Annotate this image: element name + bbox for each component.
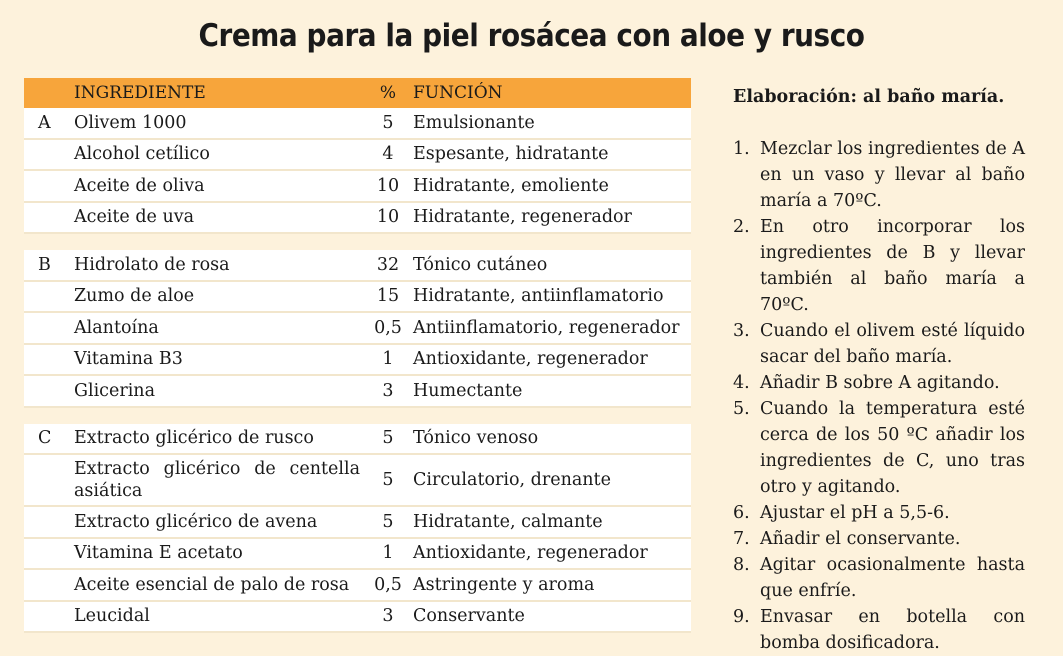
percent-cell: 1 [382, 543, 394, 564]
elaboration-panel [733, 84, 1025, 656]
ingredient-cell: Alcohol cetílico [74, 144, 210, 165]
step-text: Agitar ocasionalmente hasta que enfríe. [760, 555, 1025, 601]
step-item [733, 214, 1025, 318]
group-spacer [24, 234, 691, 250]
percent-cell: 5 [382, 428, 394, 449]
table-row [24, 171, 691, 203]
table-row [24, 313, 691, 345]
table-row [24, 570, 691, 602]
table-row [24, 250, 691, 282]
function-cell: Conservante [413, 606, 525, 627]
table-row [24, 203, 691, 235]
table-row [24, 345, 691, 377]
step-number: 7. [733, 529, 750, 549]
percent-cell: 0,5 [374, 317, 402, 338]
ingredient-cell: Extracto glicérico de centella asiática [74, 459, 360, 501]
step-item [733, 370, 1025, 396]
header-function: FUNCIÓN [413, 83, 503, 103]
step-number: 2. [733, 217, 750, 237]
header-percent: % [379, 83, 397, 103]
ingredient-cell: Aceite de uva [74, 207, 195, 228]
percent-cell: 3 [382, 606, 394, 627]
step-text: Mezclar los ingredientes de A en un vaso y llevar al baño maría a 70ºC. [760, 139, 1025, 211]
function-cell: Hidratante, emoliente [413, 175, 609, 196]
ingredient-cell: Vitamina B3 [74, 349, 183, 370]
step-item [733, 526, 1025, 552]
step-item [733, 396, 1025, 500]
function-cell: Astringente y aroma [413, 574, 595, 595]
function-cell: Circulatorio, drenante [413, 470, 611, 490]
percent-cell: 1 [382, 349, 394, 370]
step-number: 3. [733, 321, 750, 341]
step-text: Cuando el olivem esté líquido sacar del baño maría. [760, 321, 1025, 367]
percent-cell: 3 [382, 380, 394, 401]
percent-cell: 5 [382, 470, 394, 490]
group-spacer [24, 408, 691, 424]
table-header [24, 78, 691, 108]
function-cell: Emulsionante [413, 112, 535, 133]
function-cell: Antioxidante, regenerador [413, 543, 648, 564]
percent-cell: 0,5 [374, 574, 402, 595]
step-text: Ajustar el pH a 5,5-6. [760, 503, 950, 523]
step-text: Añadir B sobre A agitando. [760, 373, 1000, 393]
group-label: A [38, 112, 51, 133]
percent-cell: 5 [382, 511, 394, 532]
function-cell: Humectante [413, 380, 523, 401]
ingredient-cell: Aceite de oliva [74, 175, 205, 196]
ingredient-cell: Zumo de aloe [74, 286, 195, 307]
function-cell: Hidratante, antiinflamatorio [413, 286, 664, 307]
percent-cell: 15 [376, 286, 400, 307]
table-row [24, 140, 691, 172]
ingredient-cell: Glicerina [74, 380, 155, 401]
header-ingredient: INGREDIENTE [74, 83, 206, 103]
percent-cell: 10 [376, 175, 400, 196]
table-row [24, 424, 691, 456]
percent-cell: 5 [382, 112, 394, 133]
ingredient-cell: Alantoína [74, 317, 159, 338]
step-number: 5. [733, 399, 750, 419]
step-item [733, 500, 1025, 526]
table-row [24, 376, 691, 408]
step-number: 6. [733, 503, 750, 523]
percent-cell: 10 [376, 207, 400, 228]
step-text: Envasar en botella con bomba dosificadora. [760, 607, 1025, 653]
ingredient-cell: Vitamina E acetato [74, 543, 243, 564]
step-item [733, 604, 1025, 656]
step-number: 4. [733, 373, 750, 393]
step-text: En otro incorporar los ingredientes de B y llevar también al baño maría a 70ºC. [760, 217, 1025, 315]
function-cell: Tónico cutáneo [413, 254, 548, 275]
ingredient-cell: Leucidal [74, 606, 150, 627]
elaboration-heading: Elaboración: al baño maría. [733, 87, 1005, 107]
function-cell: Hidratante, calmante [413, 511, 603, 532]
ingredient-cell: Extracto glicérico de avena [74, 511, 318, 532]
group-label: B [38, 254, 51, 275]
table-row [24, 282, 691, 314]
table-row [24, 108, 691, 140]
percent-cell: 4 [382, 144, 394, 165]
step-number: 1. [733, 139, 750, 159]
function-cell: Tónico venoso [413, 428, 539, 449]
function-cell: Hidratante, regenerador [413, 207, 632, 228]
ingredient-cell: Hidrolato de rosa [74, 254, 230, 275]
step-item [733, 552, 1025, 604]
table-row [24, 455, 691, 507]
elaboration-steps [733, 136, 1025, 656]
table-body [24, 108, 691, 633]
group-label: C [38, 428, 52, 449]
table-row [24, 602, 691, 634]
function-cell: Espesante, hidratante [413, 144, 609, 165]
ingredient-cell: Aceite esencial de palo de rosa [74, 574, 350, 595]
ingredient-cell: Extracto glicérico de rusco [74, 428, 314, 449]
function-cell: Antioxidante, regenerador [413, 349, 648, 370]
page-title: Crema para la piel rosácea con aloe y rusco [198, 18, 865, 54]
step-text: Añadir el conservante. [760, 529, 961, 549]
step-number: 8. [733, 555, 750, 575]
table-row [24, 539, 691, 571]
step-item [733, 318, 1025, 370]
step-text: Cuando la temperatura esté cerca de los 50 ºC añadir los ingredientes de C, uno tras otro y agitando. [760, 399, 1025, 497]
step-item [733, 136, 1025, 214]
percent-cell: 32 [376, 254, 400, 275]
table-row [24, 507, 691, 539]
ingredients-table [24, 78, 691, 633]
ingredient-cell: Olivem 1000 [74, 112, 187, 133]
function-cell: Antiinflamatorio, regenerador [413, 317, 680, 338]
step-number: 9. [733, 607, 750, 627]
